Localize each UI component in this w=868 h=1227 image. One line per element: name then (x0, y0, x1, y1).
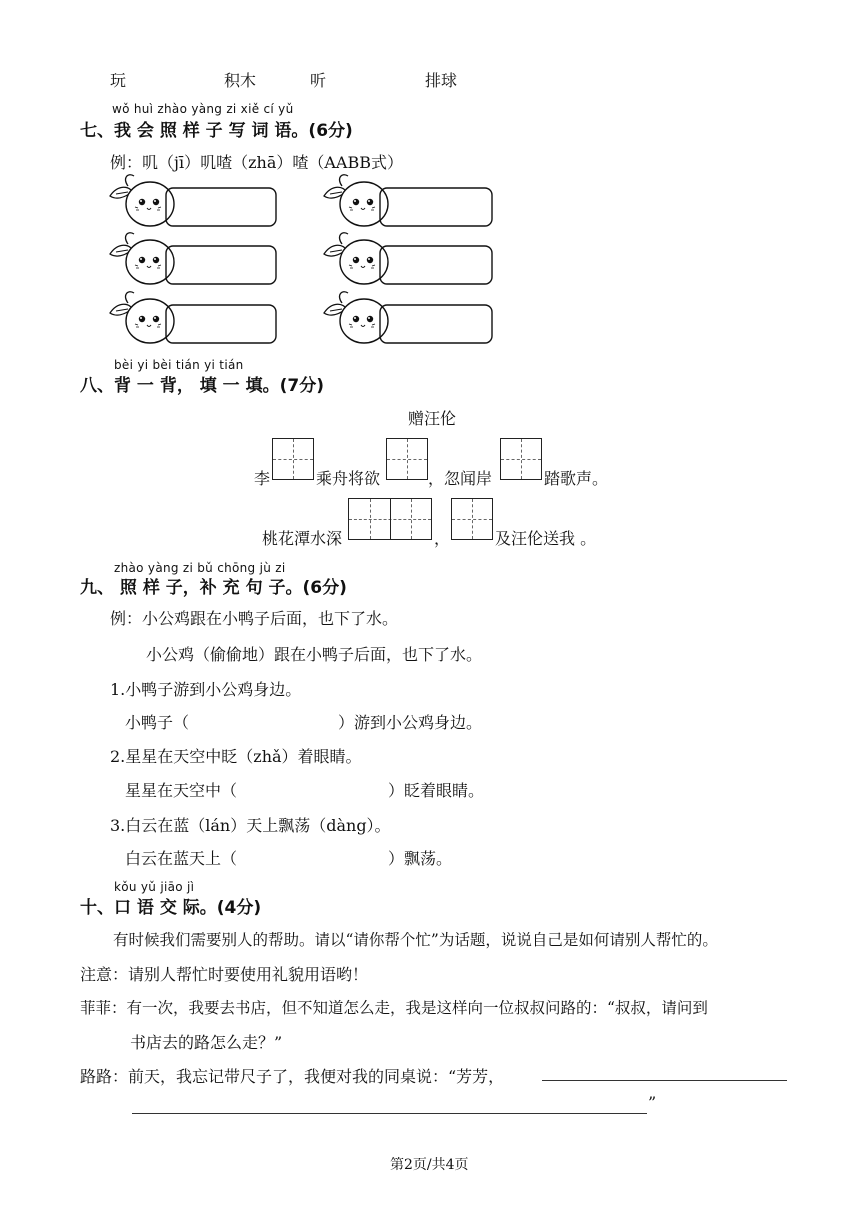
sec9-a3-suffix: ）飘荡。 (388, 849, 453, 868)
poem-line2-a: 桃花潭水深 (262, 529, 343, 548)
sec9-a3-prefix: 白云在蓝天上（ (125, 849, 238, 868)
sec10-feifei-2: 书店去的路怎么走？” (130, 1033, 283, 1052)
poem-line1-a: 李 (254, 469, 271, 488)
bird-box-5 (110, 292, 276, 343)
poem-line2-b: ， (434, 529, 451, 548)
poem-line1-d: 踏歌声。 (544, 469, 609, 488)
sec9-a1-suffix: ）游到小公鸡身边。 (338, 713, 483, 732)
sec9-q2: 2.星星在天空中眨（zhǎ）着眼睛。 (110, 747, 362, 766)
word-wan: 玩 (110, 71, 127, 90)
closing-quote: ” (648, 1093, 657, 1112)
page-footer: 第2页/共4页 (390, 1157, 469, 1173)
bird-box-6 (324, 292, 492, 343)
poem-title: 赠汪伦 (408, 409, 457, 428)
tianzige-box-4[interactable] (348, 498, 432, 540)
poem-line2-c: 及汪伦送我 。 (495, 529, 597, 548)
poem-line1-c: ，忽闻岸 (428, 469, 493, 488)
sec7-pinyin: wǒ huì zhào yàng zi xiě cí yǔ (112, 102, 294, 116)
sec9-q3: 3.白云在蓝（lán）天上飘荡（dàng）。 (110, 816, 391, 835)
word-ting: 听 (310, 71, 327, 90)
sec9-pinyin: zhào yàng zi bǔ chōng jù zi (114, 561, 286, 575)
sec8-title: 八、背 一 背， 填 一 填。(7分) (80, 376, 324, 396)
tianzige-box-2[interactable] (386, 438, 428, 480)
sec10-note: 注意：请别人帮忙时要使用礼貌用语哟！ (80, 965, 369, 984)
bird-box-1 (110, 175, 276, 226)
sec9-a1-prefix: 小鸭子（ (125, 713, 190, 732)
tianzige-box-3[interactable] (500, 438, 542, 480)
sec10-lulu: 路路：前天，我忘记带尺子了，我便对我的同桌说：“芳芳， (80, 1067, 505, 1086)
sec9-example-2: 小公鸡（偷偷地）跟在小鸭子后面，也下了水。 (146, 645, 483, 664)
sec10-prompt: 有时候我们需要别人的帮助。请以“请你帮个忙”为话题，说说自己是如何请别人帮忙的。 (113, 931, 718, 949)
sec9-a2-prefix: 星星在天空中（ (125, 781, 238, 800)
sec10-pinyin: kǒu yǔ jiāo jì (114, 880, 195, 894)
sec7-example: 例：叽（jī）叽喳（zhā）喳（AABB式） (110, 153, 403, 172)
sec9-example-1: 例：小公鸡跟在小鸭子后面，也下了水。 (110, 609, 399, 628)
sec9-title: 九、 照 样 子，补 充 句 子。(6分) (80, 578, 347, 598)
sec9-a2-suffix: ）眨着眼睛。 (388, 781, 485, 800)
sec10-title: 十、口 语 交 际。(4分) (80, 898, 262, 918)
word-jimu: 积木 (224, 71, 257, 90)
tianzige-box-5[interactable] (451, 498, 493, 540)
sec10-feifei-1: 菲菲：有一次，我要去书店，但不知道怎么走，我是这样向一位叔叔问路的：“叔叔，请问到 (80, 999, 708, 1017)
sec9-q1: 1.小鸭子游到小公鸡身边。 (110, 680, 302, 699)
bird-box-2 (324, 175, 492, 226)
sec8-pinyin: bèi yi bèi tián yi tián (114, 358, 244, 372)
sec7-title: 七、我 会 照 样 子 写 词 语。(6分) (80, 121, 353, 141)
answer-line-2[interactable] (132, 1113, 647, 1114)
bird-box-3 (110, 233, 276, 284)
word-paiqiu: 排球 (425, 71, 458, 90)
bird-box-4 (324, 233, 492, 284)
poem-line1-b: 乘舟将欲 (316, 469, 381, 488)
tianzige-box-1[interactable] (272, 438, 314, 480)
answer-line-1[interactable] (542, 1080, 787, 1081)
